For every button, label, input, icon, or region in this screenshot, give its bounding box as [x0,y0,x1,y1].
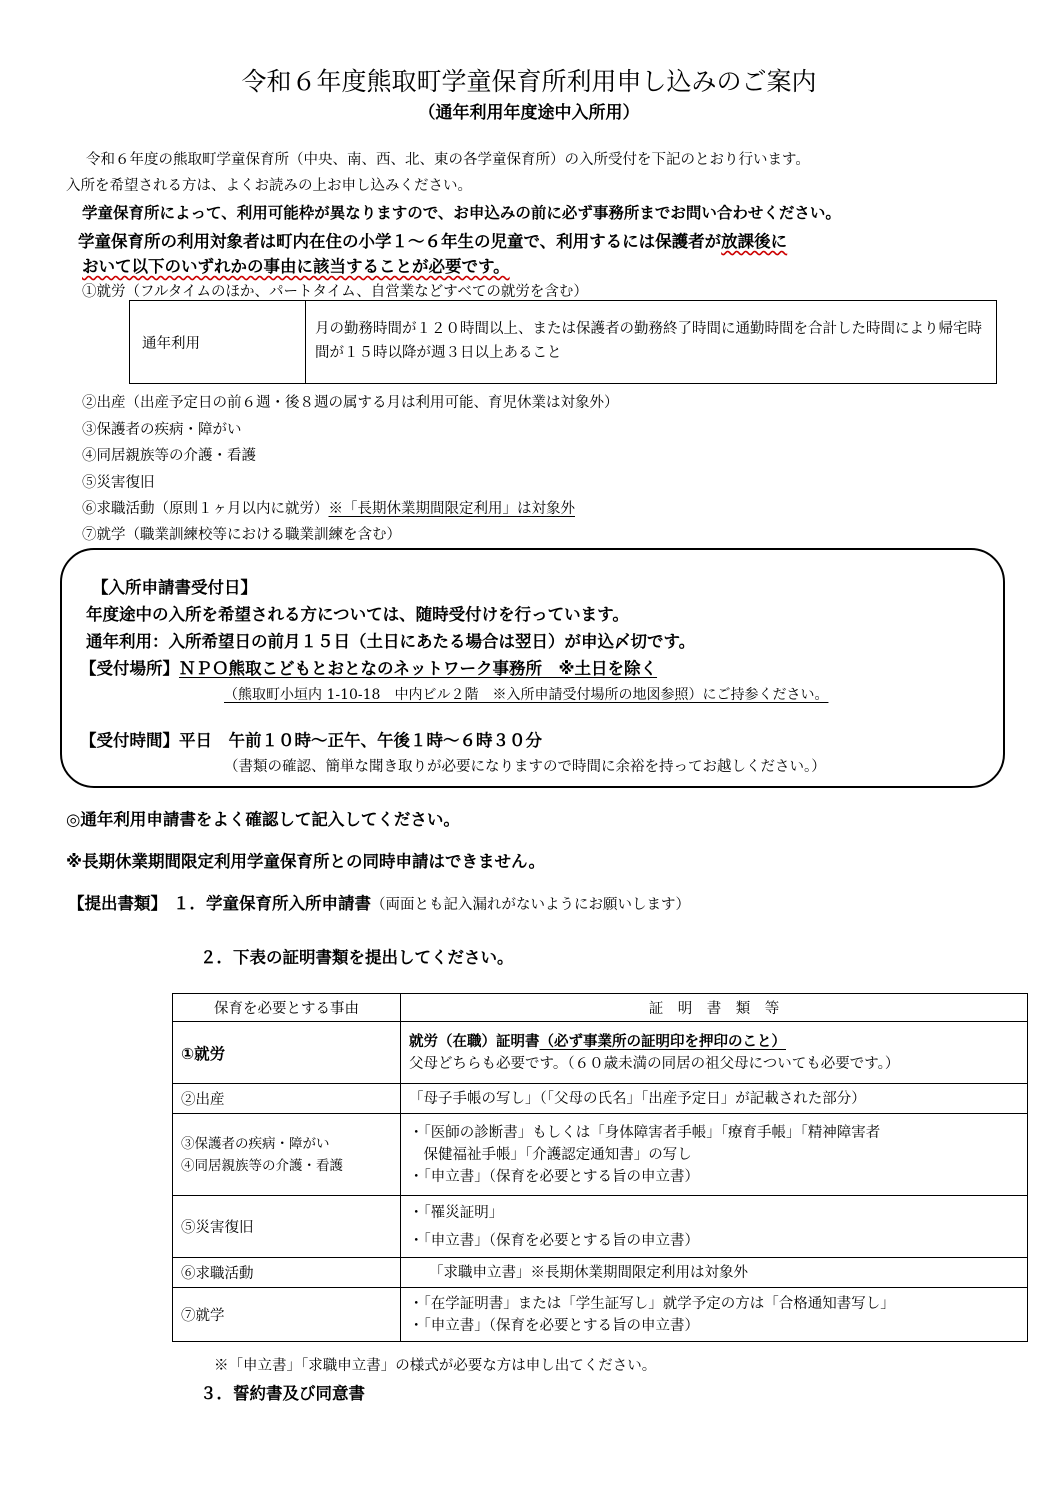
box-time-value: 平日 午前１０時～正午、午後１時～６時３０分 [179,731,542,750]
header-reason: 保育を必要とする事由 [173,994,401,1022]
note-no-dual-application: ※長期休業期間限定利用学童保育所との同時申請はできません。 [66,852,546,871]
doc-line: ・「申立書」（保育を必要とする旨の申立書） [409,1232,699,1249]
box-line-1: 年度途中の入所を希望される方については、随時受付けを行っています。 [86,605,629,624]
doc-line: ・「申立書」（保育を必要とする旨の申立書） [409,1168,699,1185]
row-reason: ①就労 [173,1022,401,1084]
table-row [173,1114,1028,1196]
submit-label: 【提出書類】 [68,894,167,913]
reason-study: ⑦就学（職業訓練校等における職業訓練を含む） [82,527,401,543]
submit-item-1-note: （両面とも記入漏れがないようにお願いします） [371,897,690,913]
eligibility-highlight: 放課後に [721,232,788,251]
intro-line-2: 入所を希望される方は、よくお読みの上お申し込みください。 [66,178,472,194]
doc-line: ・「申立書」（保育を必要とする旨の申立書） [409,1317,699,1334]
table-row [173,1022,1028,1084]
eligibility-line-1 [78,228,787,252]
doc-title: 就労（在職）証明書 [409,1033,540,1050]
row-documents [401,1114,1028,1196]
row-reason: ②出産 [173,1084,401,1114]
table-row [173,1258,1028,1288]
row-reason: ⑦就学 [173,1288,401,1342]
row-documents [401,1196,1028,1258]
employment-table-label: 通年利用 [130,301,306,383]
notice-text: 学童保育所によって、利用可能枠が異なりますので、お申込みの前に必ず事務所までお問い合わせください。 [82,204,841,222]
box-address: （熊取町小垣内 1-10-18 中内ビル２階 ※入所申請受付場所の地図参照）にご持参ください。 [224,687,829,703]
row-reason [173,1114,401,1196]
reason-illness: ③保護者の疾病・障がい [82,422,242,438]
table-footnote: ※「申立書」「求職申立書」の様式が必要な方は申し出てください。 [214,1358,657,1374]
page-subtitle: （通年利用年度途中入所用） [418,103,640,123]
employment-table [129,300,997,384]
table-row [173,1084,1028,1114]
intro-line-1: 令和６年度の熊取町学童保育所（中央、南、西、北、東の各学童保育所）の入所受付を下記のとおり行います。 [86,152,810,168]
reason-jobseeking [82,497,575,518]
doc-line: ・「医師の診断書」もしくは「身体障害者手帳」「療育手帳」「精神障害者 [409,1124,881,1141]
eligibility-text: 学童保育所の利用対象者は町内在住の小学１～６年生の児童で、利用するには保護者が [78,232,722,251]
row-documents [401,1258,1028,1288]
row-reason: ⑤災害復旧 [173,1196,401,1258]
certificate-table [172,993,1028,1342]
box-time [80,727,542,751]
page-title: 令和６年度熊取町学童保育所利用申し込みのご案内 [241,67,817,96]
submit-item-3: ３．誓約書及び同意書 [200,1384,365,1403]
reason-disaster: ⑤災害復旧 [82,475,155,491]
doc-title-note: （必ず事業所の証明印を押印のこと） [539,1033,786,1050]
box-place [80,655,657,679]
header-documents: 証 明 書 類 等 [401,994,1028,1022]
doc-line [409,1031,1019,1053]
row-documents [401,1084,1028,1114]
table-row [173,1288,1028,1342]
submit-item-1 [68,890,690,914]
row-reason-line: ③保護者の疾病・障がい [181,1135,330,1152]
box-line-2: 通年利用：入所希望日の前月１５日（土日にあたる場合は翌日）が申込〆切です。 [86,632,696,651]
reason-jobseeking-note: ※「長期休業期間限定利用」は対象外 [328,501,575,517]
submit-item-2: ２．下表の証明書類を提出してください。 [200,948,514,967]
doc-line: 「求職申立書」※長期休業期間限定利用は対象外 [429,1264,748,1281]
box-place-value: ＮＰＯ熊取こどもとおとなのネットワーク事務所 ※土日を除く [179,659,658,678]
row-documents [401,1022,1028,1084]
reason-childbirth: ②出産（出産予定日の前６週・後８週の属する月は利用可能、育児休業は対象外） [82,395,619,411]
doc-line: 父母どちらも必要です。（６０歳未満の同居の祖父母についても必要です。） [409,1055,900,1072]
box-time-note: （書類の確認、簡単な聞き取りが必要になりますので時間に余裕を持ってお越しください。） [224,759,826,775]
reason-care: ④同居親族等の介護・看護 [82,448,256,464]
box-time-label: 【受付時間】 [80,731,179,750]
row-reason: ⑥求職活動 [173,1258,401,1288]
row-documents [401,1288,1028,1342]
certificate-table-header [173,994,1028,1022]
submit-item-1-title: １．学童保育所入所申請書 [173,894,371,913]
doc-line: 「母子手帳の写し」（「父母の氏名」「出産予定日」が記載された部分） [409,1090,866,1107]
employment-table-text: 月の勤務時間が１２０時間以上、または保護者の勤務終了時間に通勤時間を合計した時間により帰宅時間が１５時以降が週３日以上あること [315,321,982,361]
eligibility-line-2: おいて以下のいずれかの事由に該当することが必要です。 [82,257,510,276]
table-row [173,1196,1028,1258]
row-reason-line: ④同居親族等の介護・看護 [181,1157,343,1174]
doc-line: 保健福祉手帳」「介護認定通知書」の写し [409,1146,692,1163]
reason-jobseeking-text: ⑥求職活動（原則１ヶ月以内に就労） [82,501,329,517]
doc-line: ・「罹災証明」 [409,1204,504,1221]
doc-line: ・「在学証明書」または「学生証写し」就学予定の方は「合格通知書写し」 [409,1295,895,1312]
note-confirm: ◎通年利用申請書をよく確認して記入してください。 [66,810,460,829]
box-heading: 【入所申請書受付日】 [92,578,257,597]
box-place-label: 【受付場所】 [80,659,179,678]
reason-employment: ①就労（フルタイムのほか、パートタイム、自営業などすべての就労を含む） [82,284,588,300]
